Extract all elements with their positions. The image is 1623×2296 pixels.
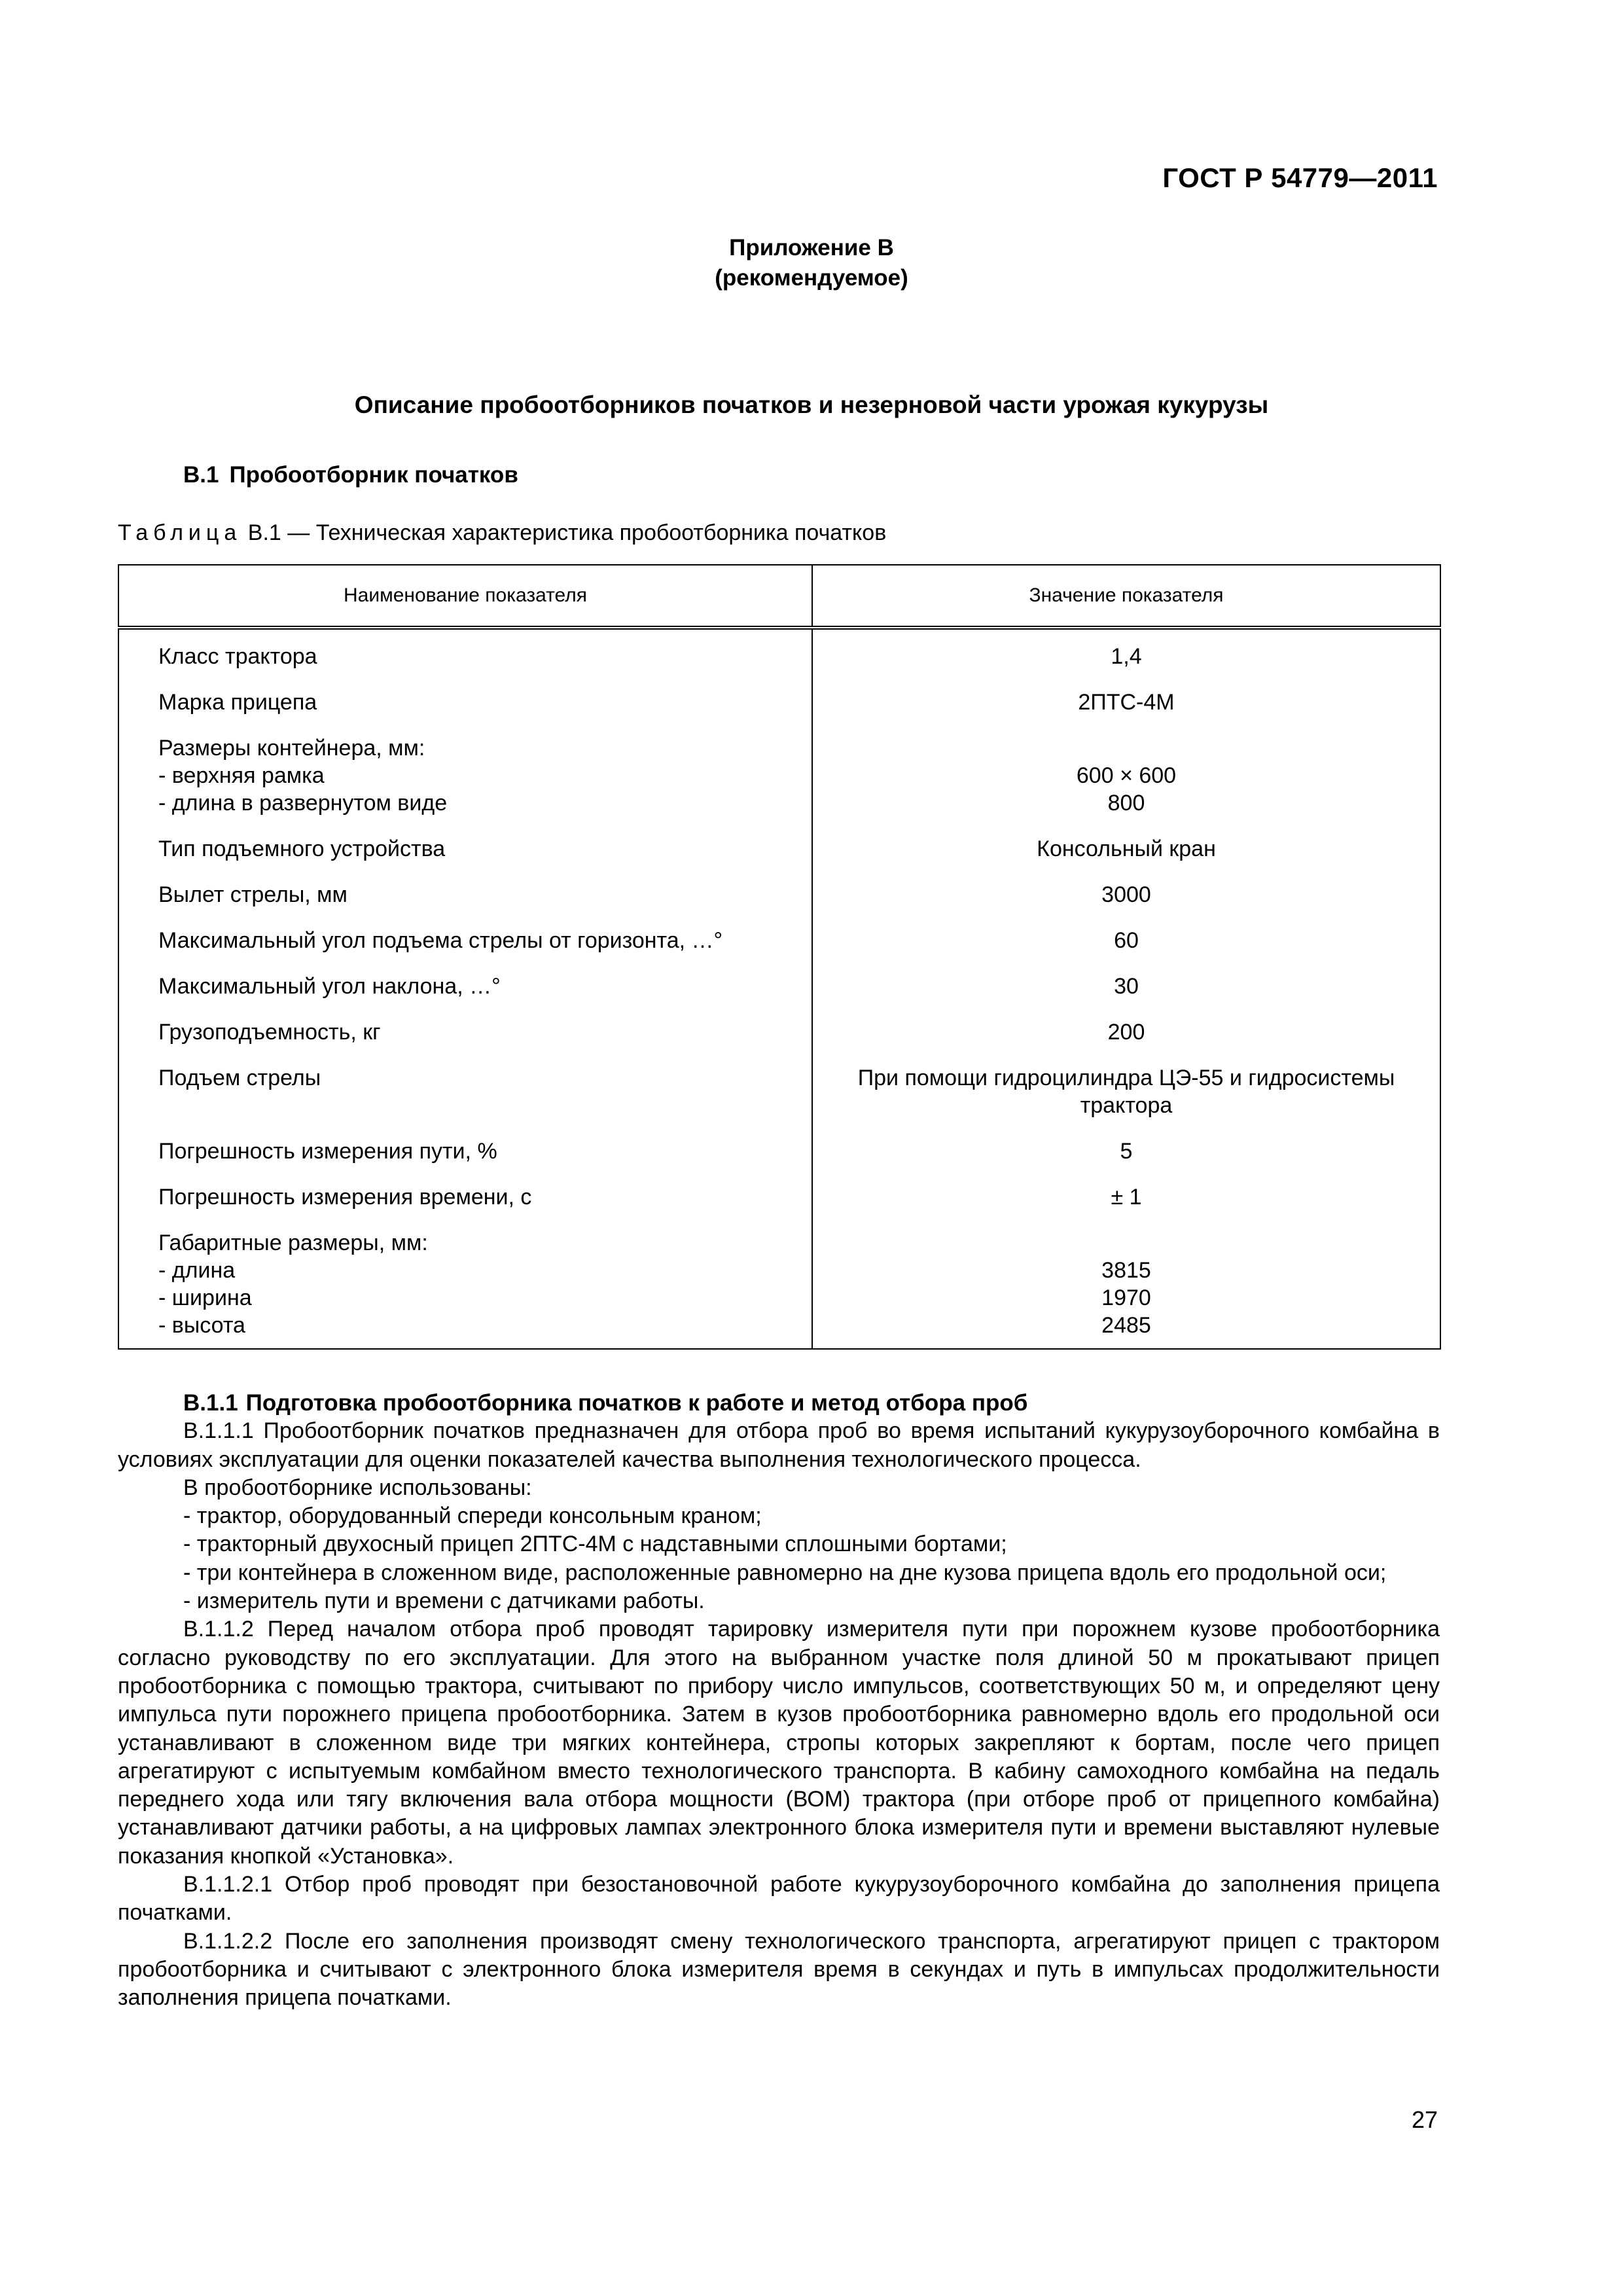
cell-name <box>118 1174 812 1220</box>
table-caption <box>118 520 886 546</box>
cell-value <box>812 826 1440 872</box>
main-title: Описание пробоотборников початков и незерновой части урожая кукурузы <box>354 391 1269 418</box>
cell-name-line: Габаритные размеры, мм: <box>158 1230 428 1255</box>
cell-name <box>118 826 812 872</box>
cell-value <box>812 1128 1440 1174</box>
cell-name <box>118 725 812 826</box>
cell-name <box>118 872 812 918</box>
cell-name-line: - ширина <box>158 1285 252 1310</box>
cell-name <box>118 1009 812 1055</box>
cell-name-line: Подъем стрелы <box>158 1066 321 1090</box>
cell-value <box>812 725 1440 826</box>
cell-value <box>812 1220 1440 1349</box>
table-caption-text: В.1 — Техническая характеристика пробоотборника початков <box>247 520 887 545</box>
cell-value-line: 3000 <box>1101 882 1151 907</box>
cell-name-line: Максимальный угол наклона, …° <box>158 974 501 999</box>
cell-value <box>812 1055 1440 1128</box>
cell-name <box>118 918 812 963</box>
cell-name <box>118 628 812 679</box>
cell-name-line: Марка прицепа <box>158 690 317 715</box>
cell-value-line: 5 <box>1120 1139 1133 1164</box>
list-item: - тракторный двухосный прицеп 2ПТС-4М с надставными сплошными бортами; <box>183 1532 1007 1557</box>
cell-value-line: ± 1 <box>1111 1185 1142 1210</box>
cell-value-line: Консольный кран <box>1037 836 1216 861</box>
cell-name-line: - высота <box>158 1313 245 1338</box>
cell-name-line: - длина в развернутом виде <box>158 791 448 816</box>
table-row <box>118 826 1440 872</box>
body-text <box>118 1389 1440 2013</box>
subsection-title: Подготовка пробоотборника початков к работе и метод отбора проб <box>245 1390 1028 1416</box>
cell-name-line: Грузоподъемность, кг <box>158 1020 381 1045</box>
cell-value-line: 2ПТС-4М <box>1078 690 1175 715</box>
cell-value-line: 2485 <box>1101 1313 1151 1338</box>
cell-name-line: Максимальный угол подъема стрелы от горизонта, …° <box>158 928 723 953</box>
list-item: - измеритель пути и времени с датчиками работы. <box>183 1588 705 1614</box>
table-caption-label: Таблица <box>118 520 242 545</box>
list-item: - три контейнера в сложенном виде, расположенные равномерно на дне кузова прицепа вдоль его продольной оси; <box>183 1560 1387 1585</box>
cell-value-line: 3815 <box>1101 1258 1151 1283</box>
table-row <box>118 1055 1440 1128</box>
table-row <box>118 1174 1440 1220</box>
cell-value-line: 800 <box>1107 791 1145 816</box>
document-code: ГОСТ Р 54779—2011 <box>1162 162 1438 193</box>
cell-value-spacer <box>813 734 1440 762</box>
specification-table <box>118 564 1441 1350</box>
cell-value <box>812 872 1440 918</box>
section-heading <box>183 462 518 488</box>
cell-name <box>118 1055 812 1128</box>
cell-value <box>812 679 1440 725</box>
header-name: Наименование показателя <box>118 565 812 628</box>
cell-name-line: Класс трактора <box>158 644 317 669</box>
appendix-note: (рекомендуемое) <box>715 265 908 291</box>
cell-value <box>812 1174 1440 1220</box>
cell-name <box>118 1220 812 1349</box>
cell-value-line: 60 <box>1114 928 1139 953</box>
cell-value-line: 600 × 600 <box>1076 763 1177 788</box>
cell-value-line: 1970 <box>1101 1285 1151 1310</box>
section-title: Пробоотборник початков <box>229 462 518 488</box>
paragraph: В.1.1.2 Перед началом отбора проб проводят тарировку измерителя пути при порожнем кузове пробоотборника согласно руководству по его эксплуатации. Для этого на выбранном участке поля длиной 50 м прокатывают прицеп пробоотборника с помощью трактора, считывают по прибору число импульсов, соответствующих 50 м, и определяют цену импульса пути порожнего прицепа пробоотборника. Затем в кузов пробоотборника равномерно вдоль его продольной оси устанавливают в сложенном виде три мягких контейнера, стропы которых закрепляют к бортам, после чего прицеп агрегатируют с испытуемым комбайном вместо технологического транспорта. В кабину самоходного комбайна на педаль переднего хода или тягу включения вала отбора мощности (ВОМ) трактора (при отборе проб от прицепного комбайна) устанавливают датчики работы, а на цифровых лампах электронного блока измерителя пути и времени выставляют нулевые показания кнопкой «Установка». <box>118 1617 1440 1869</box>
appendix-title: Приложение В <box>729 235 894 260</box>
cell-value-line: 1,4 <box>1111 644 1142 669</box>
cell-value <box>812 1009 1440 1055</box>
table-row <box>118 679 1440 725</box>
paragraph: В пробоотборнике использованы: <box>183 1475 532 1500</box>
cell-value-line: При помощи гидроцилиндра ЦЭ-55 и гидросистемы <box>857 1066 1395 1090</box>
cell-name-line: Тип подъемного устройства <box>158 836 446 861</box>
page-number: 27 <box>1411 2106 1438 2133</box>
table-header-row <box>118 565 1440 628</box>
table-row <box>118 918 1440 963</box>
section-number: В.1 <box>183 462 219 488</box>
table-row <box>118 1220 1440 1349</box>
cell-name-line: Погрешность измерения пути, % <box>158 1139 497 1164</box>
header-value: Значение показателя <box>812 565 1440 628</box>
cell-name <box>118 679 812 725</box>
table-row <box>118 1128 1440 1174</box>
list-item: - трактор, оборудованный спереди консольным краном; <box>183 1503 762 1529</box>
table-row <box>118 628 1440 679</box>
cell-value <box>812 963 1440 1009</box>
table-row <box>118 872 1440 918</box>
cell-name <box>118 963 812 1009</box>
table-row <box>118 963 1440 1009</box>
subsection-heading <box>118 1389 1440 1417</box>
cell-name-line: Вылет стрелы, мм <box>158 882 348 907</box>
cell-value-spacer <box>813 1229 1440 1257</box>
cell-value-line: 200 <box>1107 1020 1145 1045</box>
cell-value <box>812 918 1440 963</box>
paragraph: В.1.1.1 Пробоотборник початков предназначен для отбора проб во время испытаний кукурузоуборочного комбайна в условиях эксплуатации для оценки показателей качества выполнения технологического процесса. <box>118 1418 1440 1472</box>
cell-name-line: Погрешность измерения времени, с <box>158 1185 532 1210</box>
cell-name-line: - длина <box>158 1258 236 1283</box>
cell-name <box>118 1128 812 1174</box>
cell-value-line: трактора <box>1080 1093 1173 1118</box>
cell-value <box>812 628 1440 679</box>
paragraph: В.1.1.2.1 Отбор проб проводят при безостановочной работе кукурузоуборочного комбайна до заполнения прицепа початками. <box>118 1872 1440 1926</box>
cell-name-line: Размеры контейнера, мм: <box>158 736 425 761</box>
appendix-heading <box>0 233 1623 293</box>
paragraph: В.1.1.2.2 После его заполнения производят смену технологического транспорта, агрегатируют прицеп с трактором пробоотборника и считывают с электронного блока измерителя время в секундах и путь в импульсах продолжительности заполнения прицепа початками. <box>118 1928 1440 2011</box>
table-row <box>118 1009 1440 1055</box>
table-row <box>118 725 1440 826</box>
cell-name-line: - верхняя рамка <box>158 763 325 788</box>
subsection-number: В.1.1 <box>183 1390 238 1416</box>
cell-value-line: 30 <box>1114 974 1139 999</box>
